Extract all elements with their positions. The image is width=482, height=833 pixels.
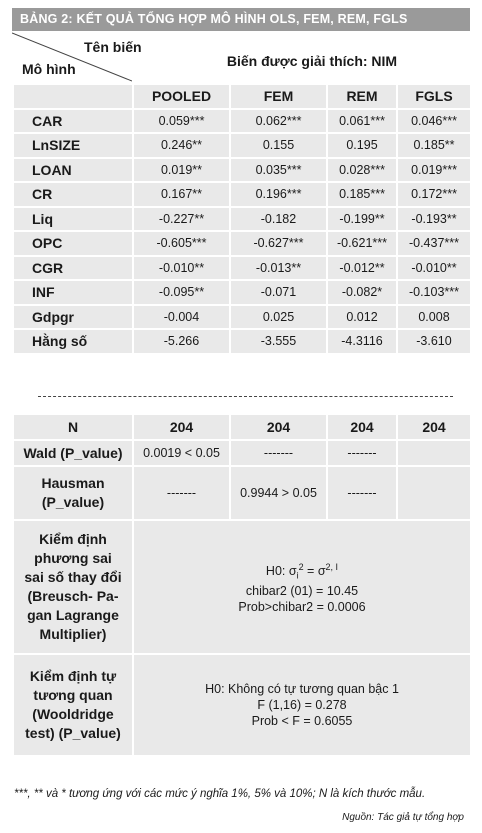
- label-line: test) (P_value): [25, 725, 121, 741]
- table-row: [14, 441, 470, 465]
- table-cell: -4.3116: [328, 330, 396, 353]
- table-cell: -0.621***: [328, 232, 396, 255]
- empty-cell: [14, 85, 132, 108]
- table-cell: -0.627***: [231, 232, 326, 255]
- table-cell: 0.019**: [134, 159, 229, 182]
- table-row: [14, 208, 470, 231]
- label-line: tương quan: [33, 687, 113, 703]
- table-cell: 0.059***: [134, 110, 229, 133]
- row-label-n: N: [14, 415, 132, 439]
- table-cell: 0.025: [231, 306, 326, 329]
- table-cell: -0.010**: [398, 257, 470, 280]
- table-cell: 0.185***: [328, 183, 396, 206]
- h0-mid: = σ: [303, 563, 326, 578]
- column-header-fgls: FGLS: [398, 85, 470, 108]
- label-line: Multiplier): [39, 626, 107, 642]
- table-cell: 0.061***: [328, 110, 396, 133]
- row-label: CAR: [14, 110, 132, 133]
- table-cell: -5.266: [134, 330, 229, 353]
- label-line: sai số thay đổi: [24, 569, 122, 585]
- table-cell: -0.004: [134, 306, 229, 329]
- label-line: gan Lagrange: [27, 607, 119, 623]
- column-header-fem: FEM: [231, 85, 326, 108]
- table-row: [14, 330, 470, 353]
- row-label: CR: [14, 183, 132, 206]
- table-cell: [398, 441, 470, 465]
- source-note: Nguồn: Tác giả tự tổng hợp: [342, 812, 464, 823]
- table-row: [14, 183, 470, 206]
- table-cell: -3.610: [398, 330, 470, 353]
- table-cell: 0.035***: [231, 159, 326, 182]
- table-cell: -0.082*: [328, 281, 396, 304]
- header-dependent-variable: Biến được giải thích: NIM: [226, 53, 398, 69]
- table-cell: 0.012: [328, 306, 396, 329]
- table-cell: -------: [328, 467, 396, 519]
- table-cell: 0.196***: [231, 183, 326, 206]
- table-cell: -0.103***: [398, 281, 470, 304]
- table-cell: -0.012**: [328, 257, 396, 280]
- h0-sup: 2: [298, 561, 304, 572]
- table-cell: -0.227**: [134, 208, 229, 231]
- table-cell: -0.437***: [398, 232, 470, 255]
- column-header-pooled: POOLED: [134, 85, 229, 108]
- row-label: OPC: [14, 232, 132, 255]
- breusch-chibar: chibar2 (01) = 10.45: [245, 584, 359, 599]
- table-cell: -0.095**: [134, 281, 229, 304]
- table-cell: -0.182: [231, 208, 326, 231]
- table-cell: 0.155: [231, 134, 326, 157]
- table-cell: 0.0019 < 0.05: [134, 441, 229, 465]
- hausman-label-line: Hausman: [41, 475, 105, 491]
- row-label: Gdpgr: [14, 306, 132, 329]
- table-cell: -0.010**: [134, 257, 229, 280]
- row-label-breusch: [14, 521, 132, 653]
- table-row: [14, 110, 470, 133]
- table-cell: [398, 467, 470, 519]
- breusch-prob: Prob>chibar2 = 0.0006: [238, 600, 366, 615]
- label-line: Kiểm định: [39, 531, 107, 547]
- footnote: ***, ** và * tương ứng với các mức ý nghĩa 1%, 5% và 10%; N là kích thước mẫu.: [14, 788, 426, 800]
- table-row: [14, 85, 470, 108]
- table-cell: 0.172***: [398, 183, 470, 206]
- row-label: CGR: [14, 257, 132, 280]
- table-cell: -3.555: [231, 330, 326, 353]
- table-cell: 0.9944 > 0.05: [231, 467, 326, 519]
- table-cell: 0.019***: [398, 159, 470, 182]
- table-cell: 0.195: [328, 134, 396, 157]
- wooldridge-prob: Prob < F = 0.6055: [251, 714, 353, 728]
- table-cell: -0.071: [231, 281, 326, 304]
- wooldridge-result-cell: [134, 655, 470, 755]
- table-cell: -------: [134, 467, 229, 519]
- header-variable-label: Tên biến: [84, 39, 142, 55]
- table-row: [14, 281, 470, 304]
- table-row: [14, 467, 470, 519]
- table-cell: -0.605***: [134, 232, 229, 255]
- table-cell: 0.046***: [398, 110, 470, 133]
- column-header-rem: REM: [328, 85, 396, 108]
- header-model-label: Mô hình: [22, 61, 76, 77]
- row-label: LnSIZE: [14, 134, 132, 157]
- table-row: [14, 159, 470, 182]
- row-label: Liq: [14, 208, 132, 231]
- h0-sub: i: [296, 570, 299, 581]
- row-label-hausman: [14, 467, 132, 519]
- coefficient-table: [12, 83, 472, 355]
- row-label: LOAN: [14, 159, 132, 182]
- table-cell: 204: [328, 415, 396, 439]
- h0-sup: 2, I: [325, 561, 339, 572]
- table-cell: -------: [231, 441, 326, 465]
- table-cell: -0.193**: [398, 208, 470, 231]
- table-cell: 204: [231, 415, 326, 439]
- table-cell: 0.028***: [328, 159, 396, 182]
- table-header: [12, 31, 470, 83]
- table-cell: 204: [398, 415, 470, 439]
- table-row: [14, 232, 470, 255]
- table-cell: 0.167**: [134, 183, 229, 206]
- table-row: [14, 655, 470, 755]
- table-cell: 0.062***: [231, 110, 326, 133]
- row-label-wald: Wald (P_value): [14, 441, 132, 465]
- hausman-label-line: (P_value): [41, 494, 105, 510]
- breusch-result-cell: [134, 521, 470, 653]
- diagnostics-table: [12, 413, 472, 757]
- table-row: [14, 257, 470, 280]
- table-cell: -------: [328, 441, 396, 465]
- label-line: (Wooldridge: [32, 706, 114, 722]
- table-row: [14, 415, 470, 439]
- row-label-wooldridge: [14, 655, 132, 755]
- table-cell: 0.185**: [398, 134, 470, 157]
- breusch-h0: [134, 559, 470, 584]
- table-cell: -0.199**: [328, 208, 396, 231]
- wooldridge-h0: H0: Không có tự tương quan bậc 1: [205, 682, 399, 696]
- row-label: INF: [14, 281, 132, 304]
- table-cell: 0.008: [398, 306, 470, 329]
- table-title: BẢNG 2: KẾT QUẢ TỔNG HỢP MÔ HÌNH OLS, FEM, REM, FGLS: [12, 8, 470, 31]
- table-cell: -0.013**: [231, 257, 326, 280]
- row-label: Hằng số: [14, 330, 132, 353]
- h0-prefix: H0: σ: [265, 563, 297, 578]
- table-row: [14, 134, 470, 157]
- table-row: [14, 306, 470, 329]
- dashed-divider: [38, 396, 453, 397]
- wooldridge-f: F (1,16) = 0.278: [257, 698, 347, 712]
- label-line: phương sai: [34, 550, 112, 566]
- table-cell: 204: [134, 415, 229, 439]
- table-cell: 0.246**: [134, 134, 229, 157]
- label-line: (Breusch- Pa-: [27, 588, 119, 604]
- table-row: [14, 521, 470, 653]
- label-line: Kiểm định tự: [29, 668, 117, 684]
